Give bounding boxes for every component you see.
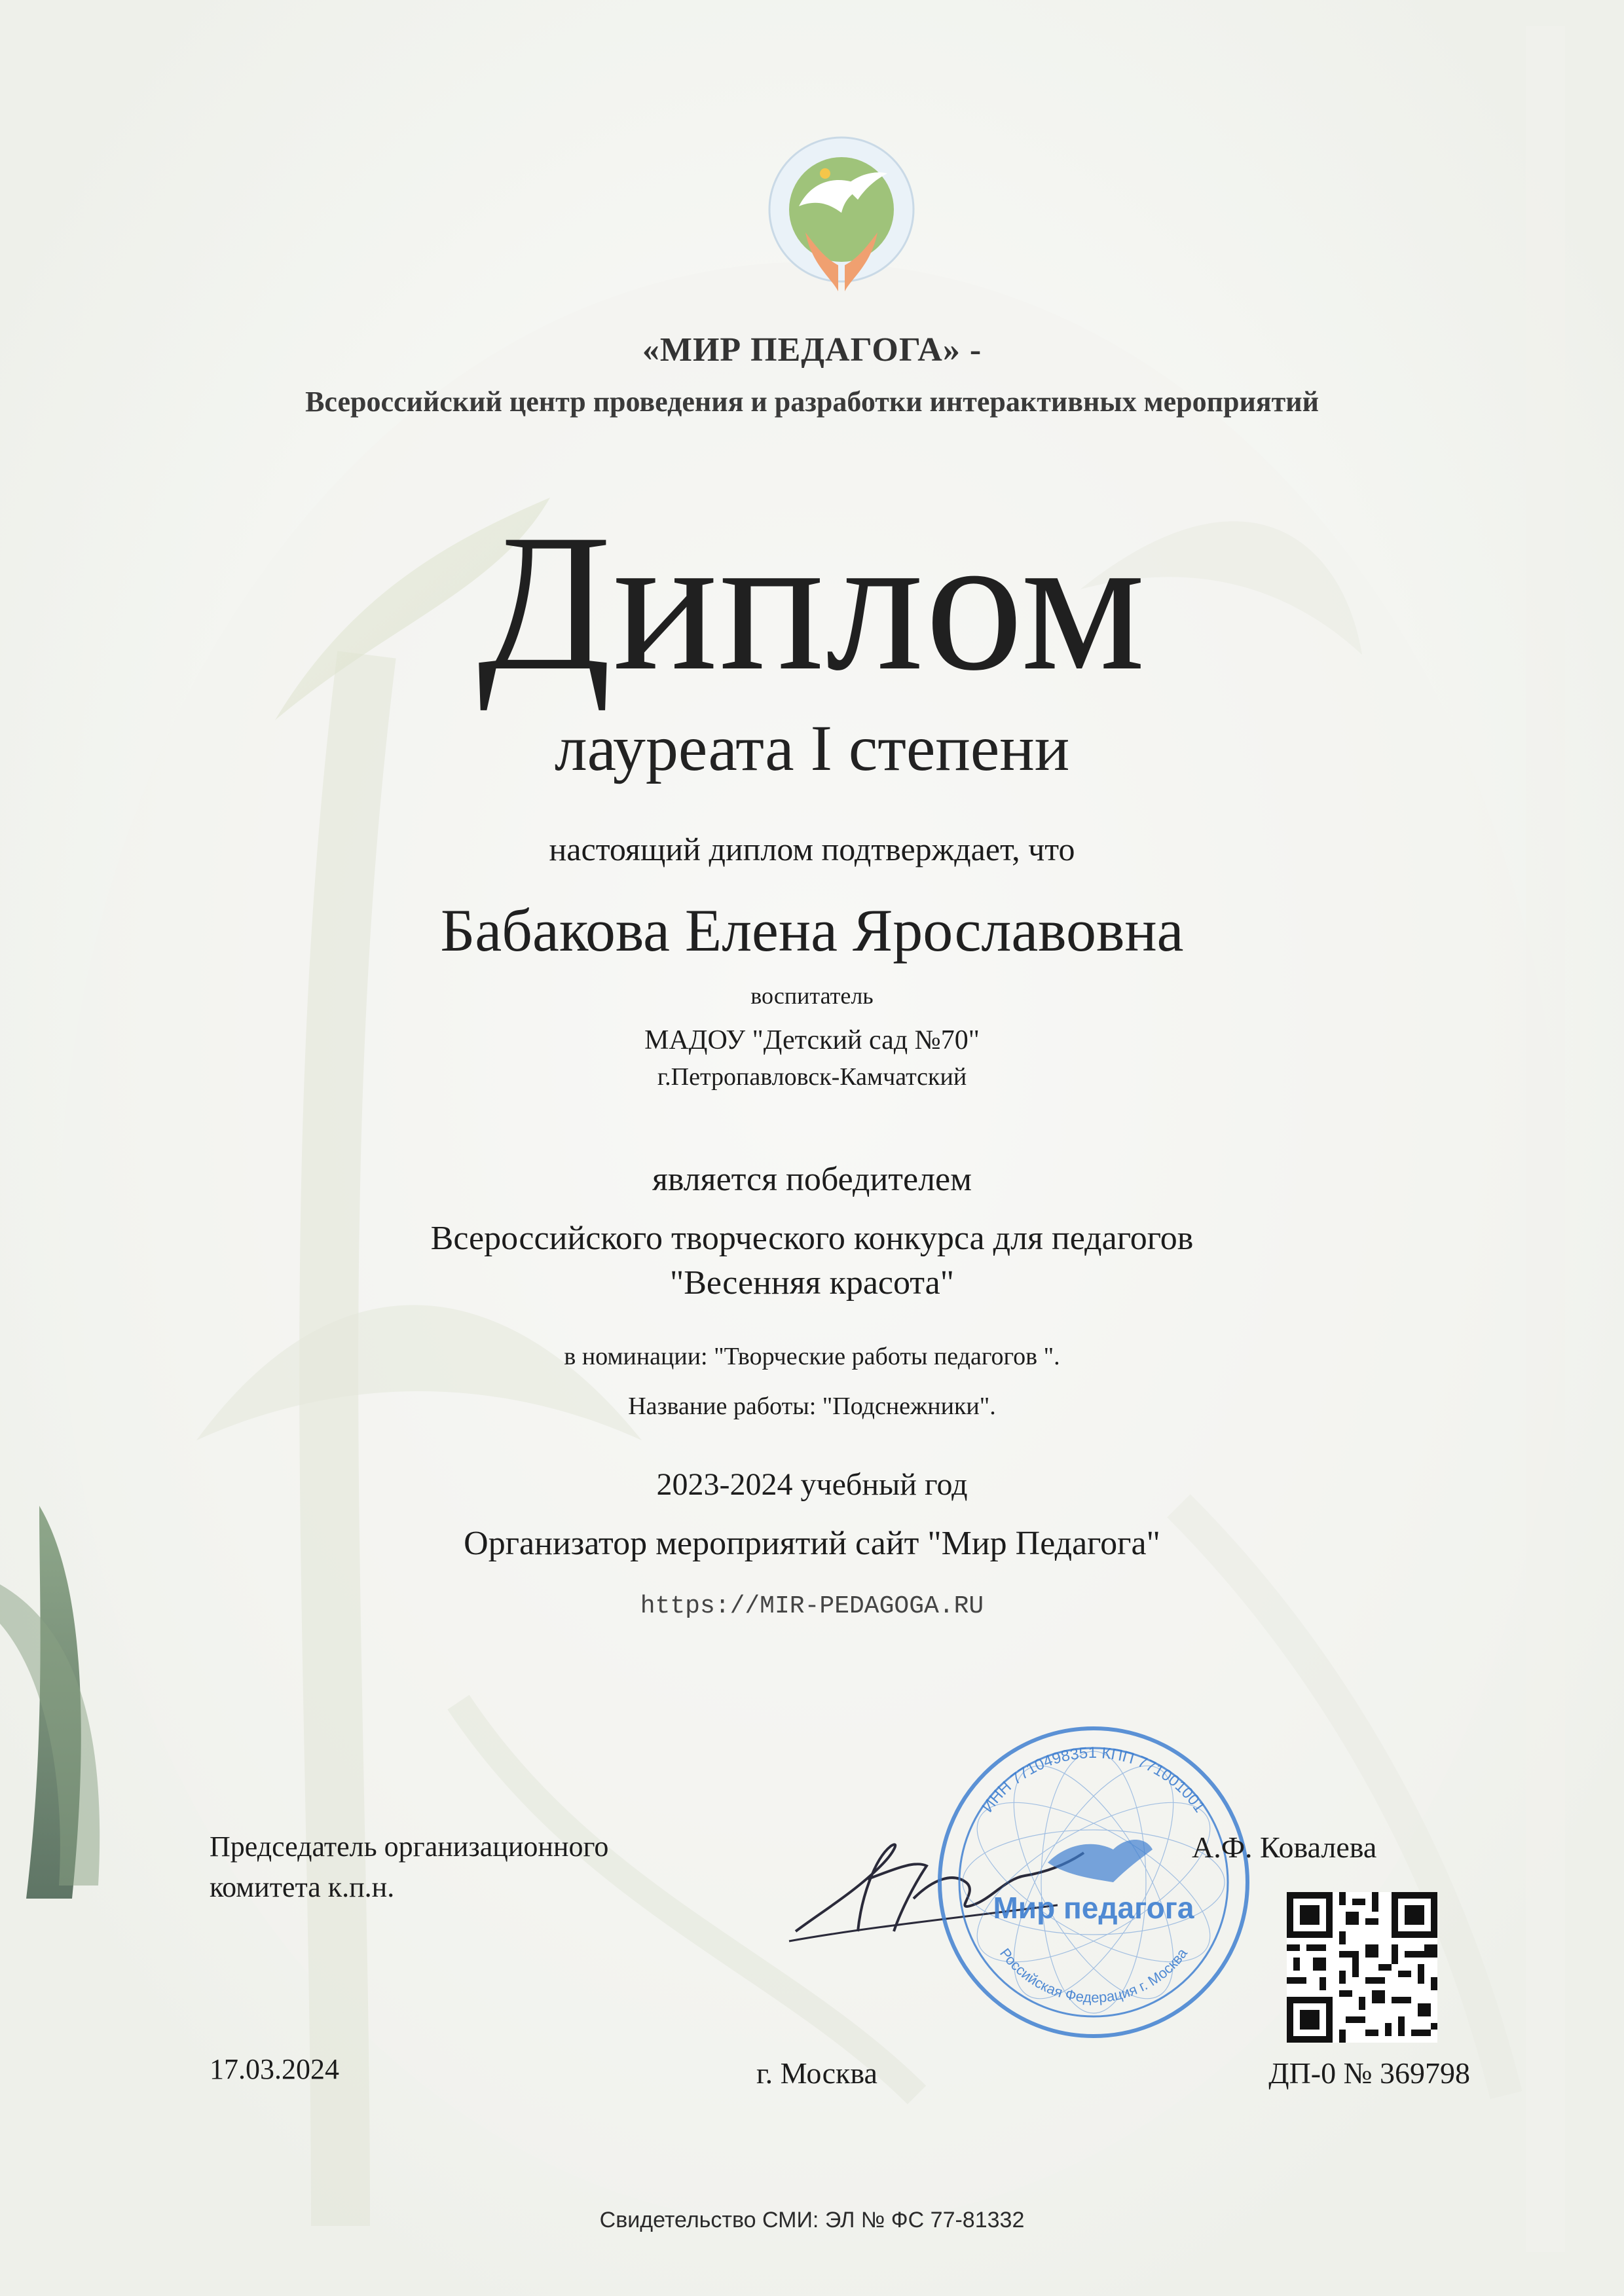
- diploma-number: ДП-0 № 369798: [1268, 2056, 1470, 2090]
- chair-line-2: комитета к.п.н.: [210, 1871, 395, 1903]
- chair-title: [210, 1827, 799, 1908]
- organizer-text: Организатор мероприятий сайт "Мир Педагога": [464, 1525, 1160, 1562]
- media-certificate: Свидетельство СМИ: ЭЛ № ФС 77-81332: [599, 2208, 1025, 2232]
- stamp-top-text: ИНН 7710498351 КПП 771001001: [978, 1743, 1209, 1816]
- organization-logo-icon: [766, 134, 917, 331]
- recipient-name: Бабакова Елена Ярославовна: [440, 897, 1184, 964]
- signer-name: А.Ф. Ковалева: [1192, 1831, 1377, 1864]
- qr-code[interactable]: [1287, 1892, 1437, 2043]
- issue-date: 17.03.2024: [210, 2053, 339, 2085]
- diploma-title: Диплом: [477, 494, 1147, 711]
- diploma-degree: лауреата I степени: [554, 712, 1070, 784]
- contest-description: Всероссийского творческого конкурса для педагогов: [430, 1220, 1194, 1257]
- recipient-city: г.Петропавловск-Камчатский: [657, 1063, 967, 1091]
- contest-name: "Весенняя красота": [670, 1264, 954, 1302]
- svg-text:ИНН 7710498351 КПП 771001001: [979, 1744, 1209, 1815]
- official-stamp: [930, 1719, 1257, 2046]
- org-title: «МИР ПЕДАГОГА» -: [642, 331, 982, 369]
- academic-year: 2023-2024 учебный год: [656, 1467, 968, 1502]
- confirms-text: настоящий диплом подтверждает, что: [549, 831, 1075, 867]
- recipient-position: воспитатель: [750, 983, 874, 1009]
- org-subtitle: Всероссийский центр проведения и разработки интерактивных мероприятий: [305, 386, 1319, 418]
- nomination-text: в номинации: "Творческие работы педагогов ".: [564, 1343, 1060, 1370]
- work-title: Название работы: "Подснежники".: [628, 1393, 996, 1420]
- stamp-bottom-text: Российская Федерация г. Москва: [996, 1945, 1191, 2006]
- website-link[interactable]: https://MIR-PEDAGOGA.RU: [640, 1592, 984, 1620]
- stamp-center-text: Мир педагога: [993, 1891, 1194, 1925]
- svg-text:Российская Федерация г. Москв: [997, 1945, 1190, 2006]
- chair-line-1: Председатель организационного: [210, 1831, 609, 1863]
- issue-place: г. Москва: [756, 2056, 877, 2090]
- winner-text: является победителем: [652, 1161, 972, 1198]
- recipient-organization: МАДОУ "Детский сад №70": [644, 1025, 980, 1055]
